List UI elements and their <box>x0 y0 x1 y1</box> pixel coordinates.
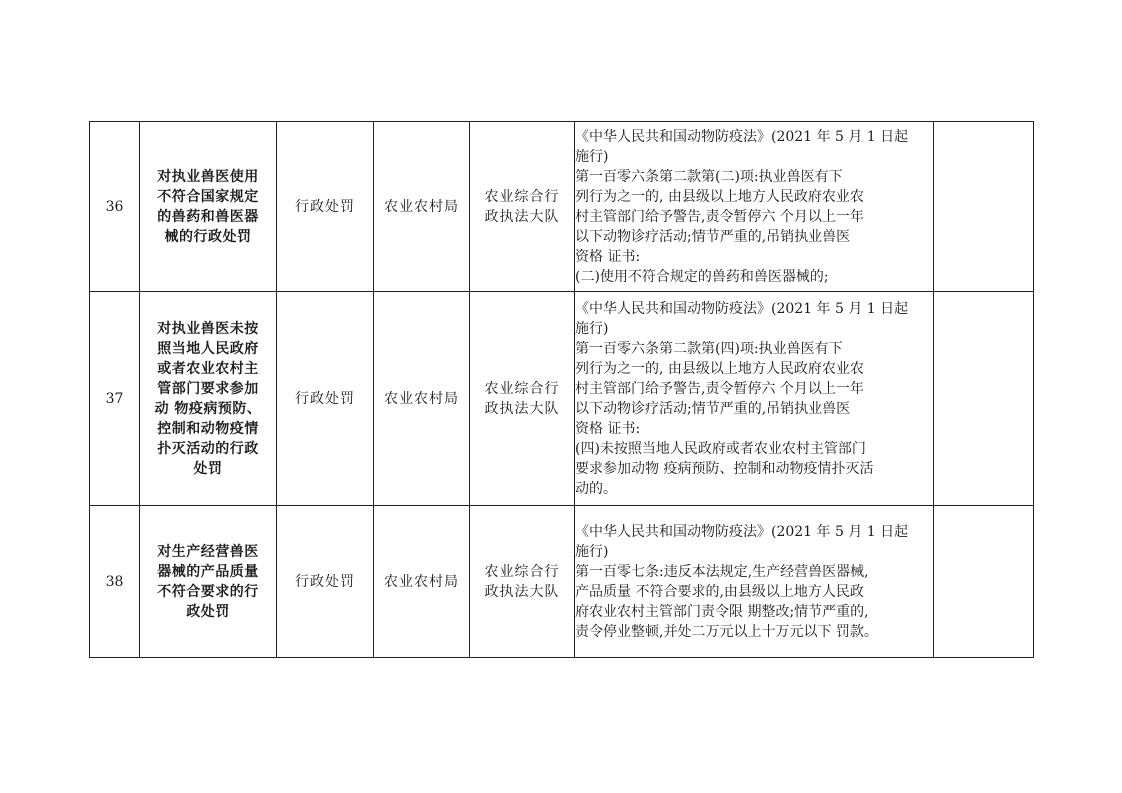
enforcement-table <box>89 121 1034 658</box>
item-name: 对执业兽医未按 照当地人民政府 或者农业农村主 管部门要求参加 动 物疫病预防、 控制和动物疫情 扑灭活动的行政 处罚 <box>140 292 277 506</box>
item-type: 行政处罚 <box>277 506 374 658</box>
legal-basis: 《中华人民共和国动物防疫法》(2021 年 5 月 1 日起 施行) 第一百零七条:违反本法规定,生产经营兽医器械, 产品质量 不符合要求的,由县级以上地方人民政 府农业农村主管部门责令限 期整改;情节严重的, 责令停业整顿,并处二万元以上十万元以下 罚款。 <box>575 506 934 658</box>
item-name: 对生产经营兽医 器械的产品质量 不符合要求的行 政处罚 <box>140 506 277 658</box>
remark-cell <box>934 292 1034 506</box>
row-number: 37 <box>90 292 140 506</box>
item-type: 行政处罚 <box>277 292 374 506</box>
remark-cell <box>934 506 1034 658</box>
legal-basis: 《中华人民共和国动物防疫法》(2021 年 5 月 1 日起 施行) 第一百零六条第二款第(二)项:执业兽医有下 列行为之一的, 由县级以上地方人民政府农业农 村主管部门给予警告,责令暂停六 个月以上一年 以下动物诊疗活动;情节严重的,吊销执业兽医 资格 证书: (二)使用不符合规定的兽药和兽医器械的; <box>575 122 934 292</box>
table-row <box>90 506 1034 658</box>
row-number: 36 <box>90 122 140 292</box>
enforcement-body: 农业综合行 政执法大队 <box>470 506 575 658</box>
enforcement-body: 农业综合行 政执法大队 <box>470 122 575 292</box>
responsible-department: 农业农村局 <box>374 506 470 658</box>
responsible-department: 农业农村局 <box>374 122 470 292</box>
table-row <box>90 122 1034 292</box>
item-name: 对执业兽医使用 不符合国家规定 的兽药和兽医器 械的行政处罚 <box>140 122 277 292</box>
legal-basis: 《中华人民共和国动物防疫法》(2021 年 5 月 1 日起 施行) 第一百零六条第二款第(四)项:执业兽医有下 列行为之一的, 由县级以上地方人民政府农业农 村主管部门给予警告,责令暂停六 个月以上一年 以下动物诊疗活动;情节严重的,吊销执业兽医 资格 证书: (四)未按照当地人民政府或者农业农村主管部门 要求参加动物 疫病预防、控制和动物疫情扑灭活 动的。 <box>575 292 934 506</box>
responsible-department: 农业农村局 <box>374 292 470 506</box>
enforcement-body: 农业综合行 政执法大队 <box>470 292 575 506</box>
row-number: 38 <box>90 506 140 658</box>
item-type: 行政处罚 <box>277 122 374 292</box>
remark-cell <box>934 122 1034 292</box>
table-row <box>90 292 1034 506</box>
